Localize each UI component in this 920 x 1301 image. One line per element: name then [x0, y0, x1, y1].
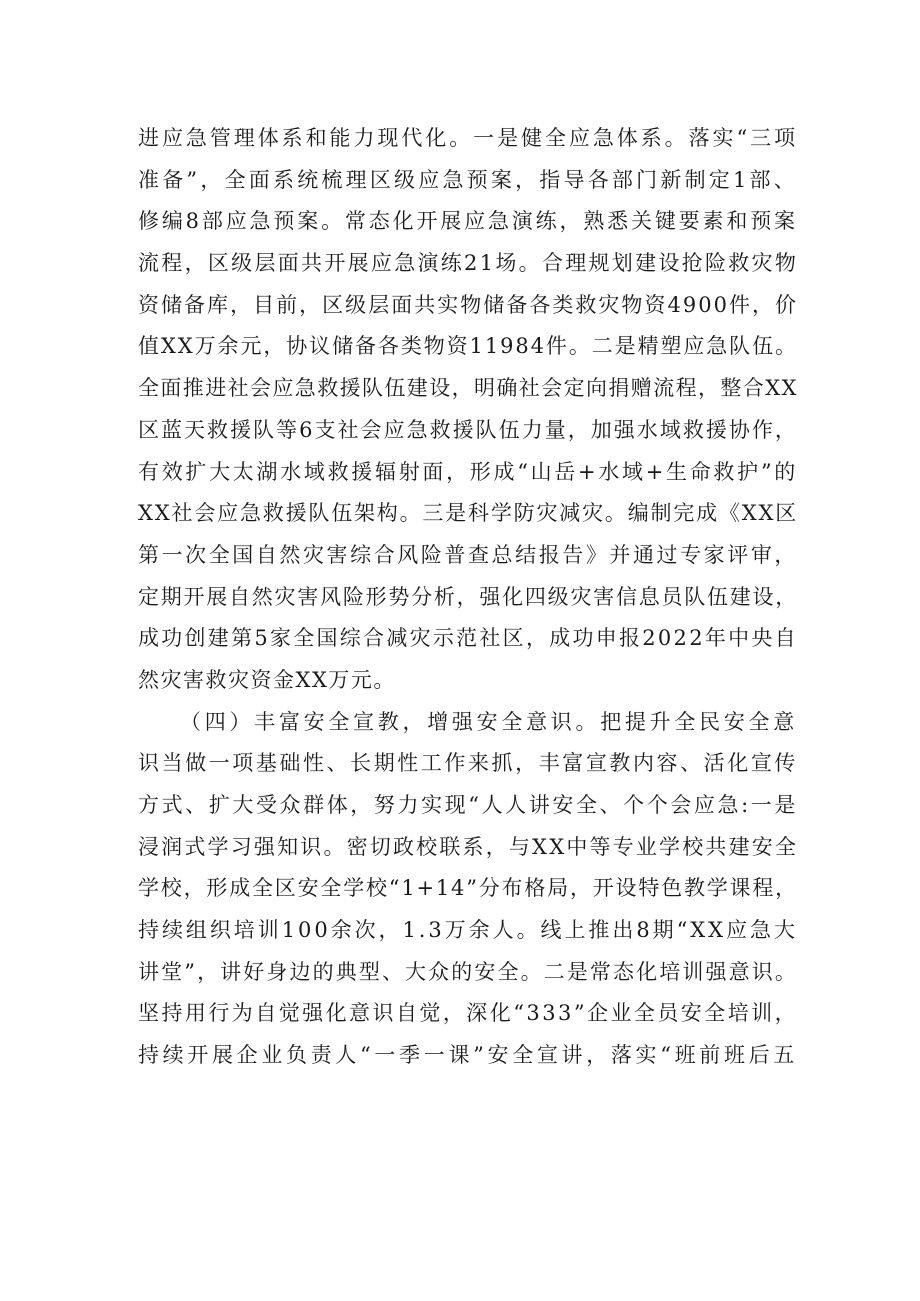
text-line: 讲堂”，讲好身边的典型、大众的安全。二是常态化培训强意识。 — [138, 959, 798, 984]
text-line: 识当做一项基础性、长期性工作来抓，丰富宣教内容、活化宣传 — [138, 751, 798, 776]
text-line: 全面推进社会应急救援队伍建设，明确社会定向捐赠流程，整合XX — [138, 376, 798, 401]
text-line: 资储备库，目前，区级层面共实物储备各类救灾物资4900件，价 — [138, 292, 799, 317]
text-line: 流程，区级层面共开展应急演练21场。合理规划建设抢险救灾物 — [138, 251, 799, 276]
text-line: 持续组织培训100余次，1.3万余人。线上推出8期“XX应急大 — [138, 918, 798, 943]
text-line: 浸润式学习强知识。密切政校联系，与XX中等专业学校共建安全 — [138, 834, 799, 859]
text-line: 区蓝天救援队等6支社会应急救援队伍力量，加强水域救援协作， — [138, 417, 798, 442]
text-line: 值XX万余元，协议储备各类物资11984件。二是精塑应急队伍。 — [138, 334, 798, 359]
text-line: 修编8部应急预案。常态化开展应急演练，熟悉关键要素和预案 — [138, 209, 798, 234]
text-line: 有效扩大太湖水域救援辐射面，形成“山岳+水域+生命救护”的 — [138, 459, 798, 484]
text-line: 第一次全国自然灾害综合风险普查总结报告》并通过专家评审， — [138, 542, 798, 567]
text-line: XX社会应急救援队伍架构。三是科学防灾减灾。编制完成《XX区 — [138, 501, 799, 526]
text-line: 定期开展自然灾害风险形势分析，强化四级灾害信息员队伍建设， — [138, 584, 799, 609]
text-line: 进应急管理体系和能力现代化。一是健全应急体系。落实“三项 — [138, 126, 799, 150]
text-line: 方式、扩大受众群体，努力实现“人人讲安全、个个会应急:一是 — [138, 793, 798, 817]
section-heading-line: （四）丰富安全宣教，增强安全意识。把提升全民安全意 — [180, 709, 798, 734]
text-line: 然灾害救灾资金XX万元。 — [138, 667, 396, 692]
text-line: 坚持用行为自觉强化意识自觉，深化“333”企业全员安全培训， — [138, 1001, 799, 1026]
text-line: 持续开展企业负责人“一季一课”安全宣讲，落实“班前班后五 — [138, 1043, 798, 1068]
text-line: 准备”，全面系统梳理区级应急预案，指导各部门新制定1部、 — [138, 167, 798, 192]
text-line: 成功创建第5家全国综合减灾示范社区，成功申报2022年中央自 — [138, 626, 798, 651]
body-text — [138, 118, 798, 1077]
text-line: 学校，形成全区安全学校“1+14”分布格局，开设特色教学课程， — [138, 876, 798, 901]
